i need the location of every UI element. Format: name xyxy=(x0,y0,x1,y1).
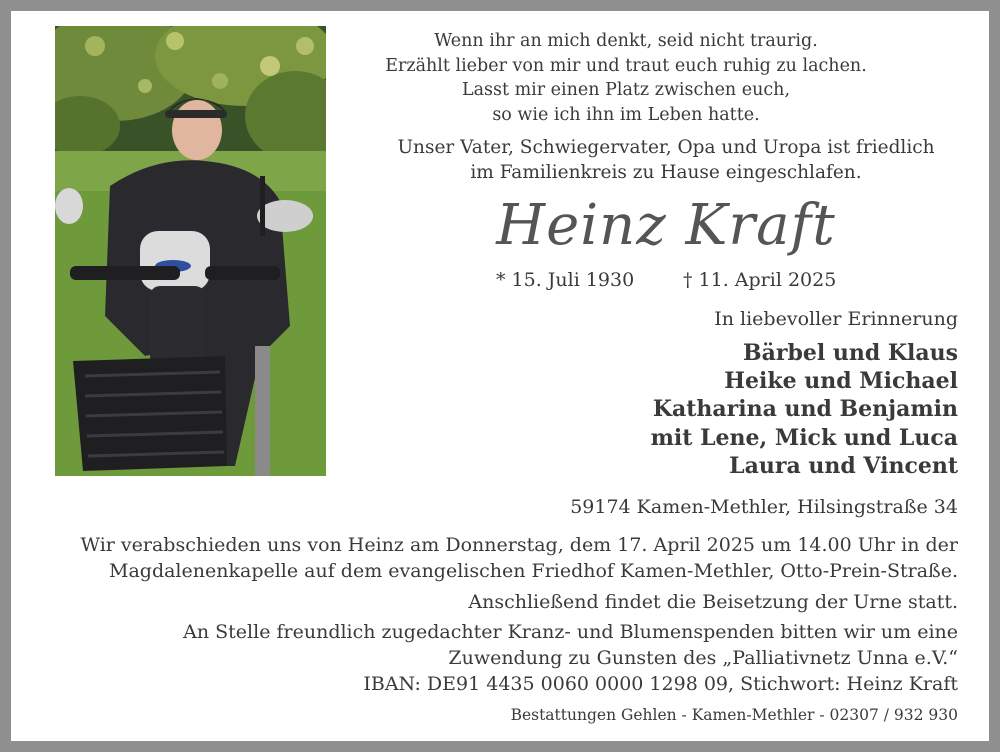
poem-line: Lasst mir einen Platz zwischen euch, xyxy=(461,80,791,100)
burial-text xyxy=(468,589,958,615)
family-line: Heike und Michael xyxy=(724,368,958,395)
donation-line: IBAN: DE91 4435 0060 0000 1298 09, Stichwort: Heinz Kraft xyxy=(363,673,958,695)
burial-line: Anschließend findet die Beisetzung der Urne statt. xyxy=(468,591,958,613)
family-line: mit Lene, Mick und Luca xyxy=(650,424,958,451)
family-line: Katharina und Benjamin xyxy=(652,396,958,423)
donation-line: Zuwendung zu Gunsten des „Palliativnetz Unna e.V.“ xyxy=(448,647,958,669)
death-date: † 11. April 2025 xyxy=(683,269,837,291)
address: 59174 Kamen-Methler, Hilsingstraße 34 xyxy=(570,496,958,518)
poem-line: so wie ich ihn im Leben hatte. xyxy=(492,104,760,125)
donation-text xyxy=(183,619,958,697)
family-line: Laura und Vincent xyxy=(729,452,958,479)
remembrance-line: In liebevoller Erinnerung xyxy=(714,308,958,330)
poem-line: Wenn ihr an mich denkt, seid nicht traurig. xyxy=(434,31,818,51)
poem xyxy=(331,29,921,127)
family-line: Bärbel und Klaus xyxy=(743,340,958,366)
obituary-card xyxy=(11,11,989,741)
birth-date: * 15. Juli 1930 xyxy=(496,269,635,291)
intro-line: Unser Vater, Schwiegervater, Opa und Uropa ist friedlich xyxy=(397,137,935,158)
portrait-photo xyxy=(55,26,326,476)
deceased-name: Heinz Kraft xyxy=(496,193,836,258)
farewell-text xyxy=(81,532,959,584)
funeral-home-footer: Bestattungen Gehlen - Kamen-Methler - 02307 / 932 930 xyxy=(510,706,958,724)
farewell-line: Wir verabschieden uns von Heinz am Donnerstag, dem 17. April 2025 um 14.00 Uhr in der xyxy=(80,534,958,556)
farewell-line: Magdalenenkapelle auf dem evangelischen Friedhof Kamen-Methler, Otto-Prein-Straße. xyxy=(109,560,958,582)
intro-text xyxy=(331,135,1000,185)
donation-line: An Stelle freundlich zugedachter Kranz- und Blumenspenden bitten wir um eine xyxy=(183,621,958,643)
intro-line: im Familienkreis zu Hause eingeschlafen. xyxy=(470,162,862,183)
family-list xyxy=(651,339,958,480)
poem-line: Erzählt lieber von mir und traut euch ruhig zu lachen. xyxy=(385,55,867,76)
